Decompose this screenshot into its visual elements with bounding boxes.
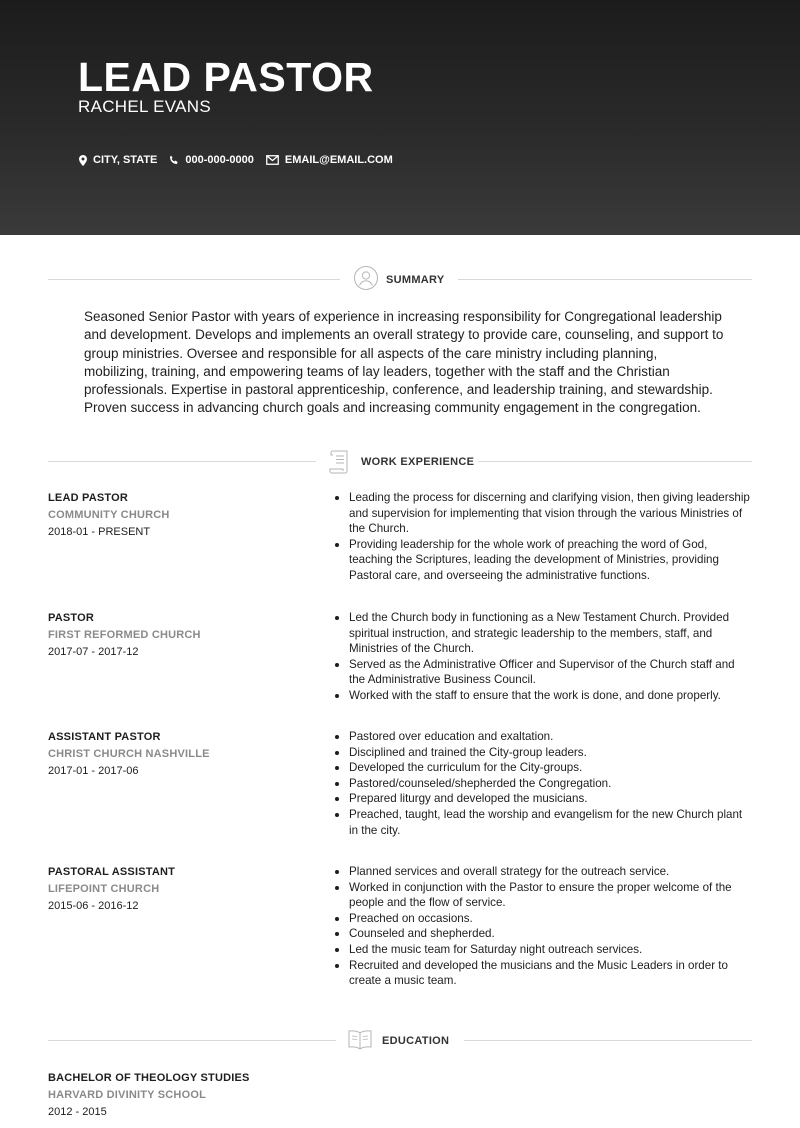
contact-location <box>79 154 157 166</box>
job-bullet: Prepared liturgy and developed the musicians. <box>333 791 753 807</box>
job-bullet: Planned services and overall strategy for the outreach service. <box>333 864 753 880</box>
job-title: LEAD PASTOR <box>78 54 374 100</box>
job-role: PASTOR <box>48 612 95 624</box>
job-meta <box>48 610 308 661</box>
education-meta <box>48 1070 448 1121</box>
job-organization: LIFEPOINT CHURCH <box>48 883 160 895</box>
job-bullet: Worked in conjunction with the Pastor to ensure the proper welcome of the people and the flow of service. <box>333 880 753 911</box>
divider-line <box>458 279 752 280</box>
user-circle-icon <box>353 265 379 291</box>
job-role: PASTORAL ASSISTANT <box>48 866 176 878</box>
job-bullet: Worked with the staff to ensure that the work is done, and done properly. <box>333 688 753 704</box>
work-experience-label: WORK EXPERIENCE <box>361 456 475 468</box>
contact-phone <box>169 154 254 166</box>
job-bullet: Developed the curriculum for the City-groups. <box>333 760 753 776</box>
work-experience-heading <box>48 447 752 477</box>
divider-line <box>478 461 752 462</box>
candidate-name: RACHEL EVANS <box>78 97 212 116</box>
job-role: LEAD PASTOR <box>48 492 129 504</box>
job-organization: CHRIST CHURCH NASHVILLE <box>48 748 210 760</box>
summary-label: SUMMARY <box>386 274 445 286</box>
email-text: EMAIL@EMAIL.COM <box>284 154 393 166</box>
job-role: ASSISTANT PASTOR <box>48 731 161 743</box>
divider-line <box>48 461 316 462</box>
job-bullet: Pastored/counseled/shepherded the Congregation. <box>333 776 753 792</box>
job-bullet: Served as the Administrative Officer and Supervisor of the Church staff and the Administrative Business Council. <box>333 657 753 688</box>
divider-line <box>48 1040 336 1041</box>
job-bullets <box>333 864 753 989</box>
phone-text: 000-000-0000 <box>185 154 254 166</box>
job-bullet: Providing leadership for the whole work of preaching the word of God, teaching the Scriptures, leading the development of Ministries, providing Pastoral care, and overseeing the administrative functions. <box>333 537 753 584</box>
job-organization: COMMUNITY CHURCH <box>48 509 170 521</box>
education-dates: 2012 - 2015 <box>48 1106 107 1118</box>
job-dates: 2017-01 - 2017-06 <box>48 765 139 777</box>
education-label: EDUCATION <box>382 1035 450 1047</box>
contact-email <box>266 154 393 166</box>
job-bullet: Pastored over education and exaltation. <box>333 729 753 745</box>
envelope-icon <box>266 155 279 165</box>
job-bullet: Led the Church body in functioning as a New Testament Church. Provided spiritual instruction, and strategic leadership to the members, staff, and Ministries of the Church. <box>333 610 753 657</box>
education-heading <box>48 1026 752 1056</box>
resume-header <box>0 0 800 235</box>
degree: BACHELOR OF THEOLOGY STUDIES <box>48 1072 250 1084</box>
job-bullet: Counseled and shepherded. <box>333 926 753 942</box>
job-bullet: Leading the process for discerning and clarifying vision, then giving leadership and supervision for implementing that vision through the various Ministries of the Church. <box>333 490 753 537</box>
job-bullet: Disciplined and trained the City-group leaders. <box>333 745 753 761</box>
job-bullet: Recruited and developed the musicians and the Music Leaders in order to create a music team. <box>333 958 753 989</box>
job-bullets <box>333 729 753 838</box>
open-book-icon <box>347 1029 373 1051</box>
divider-line <box>464 1040 752 1041</box>
job-bullet: Led the music team for Saturday night outreach services. <box>333 942 753 958</box>
school: HARVARD DIVINITY SCHOOL <box>48 1089 207 1101</box>
location-text: CITY, STATE <box>93 154 158 166</box>
job-bullet: Preached, taught, lead the worship and evangelism for the new Church plant in the city. <box>333 807 753 838</box>
contact-info <box>79 154 405 166</box>
job-meta <box>48 490 308 541</box>
summary-heading <box>48 265 752 295</box>
job-dates: 2018-01 - PRESENT <box>48 526 151 538</box>
summary-text: Seasoned Senior Pastor with years of experience in increasing responsibility for Congregational leadership and development. Develops and implements an overall strategy to provide care, counseling, and support to group ministries. Oversee and responsible for all aspects of the care ministry including planning, mobilizing, training, and empowering teams of lay leaders, together with the staff and the Christian professionals. Expertise in pastoral apprenticeship, conference, and leadership training, and stewardship. Proven success in advancing church goals and increasing community engagement in the congregation. <box>84 309 724 416</box>
divider-line <box>48 279 340 280</box>
job-dates: 2015-06 - 2016-12 <box>48 900 139 912</box>
scroll-icon <box>328 449 352 475</box>
job-dates: 2017-07 - 2017-12 <box>48 646 139 658</box>
phone-icon <box>169 155 179 165</box>
job-bullets <box>333 490 753 584</box>
job-bullets <box>333 610 753 704</box>
job-meta <box>48 729 308 780</box>
location-pin-icon <box>79 155 87 166</box>
job-meta <box>48 864 308 915</box>
job-bullet: Preached on occasions. <box>333 911 753 927</box>
job-organization: FIRST REFORMED CHURCH <box>48 629 201 641</box>
